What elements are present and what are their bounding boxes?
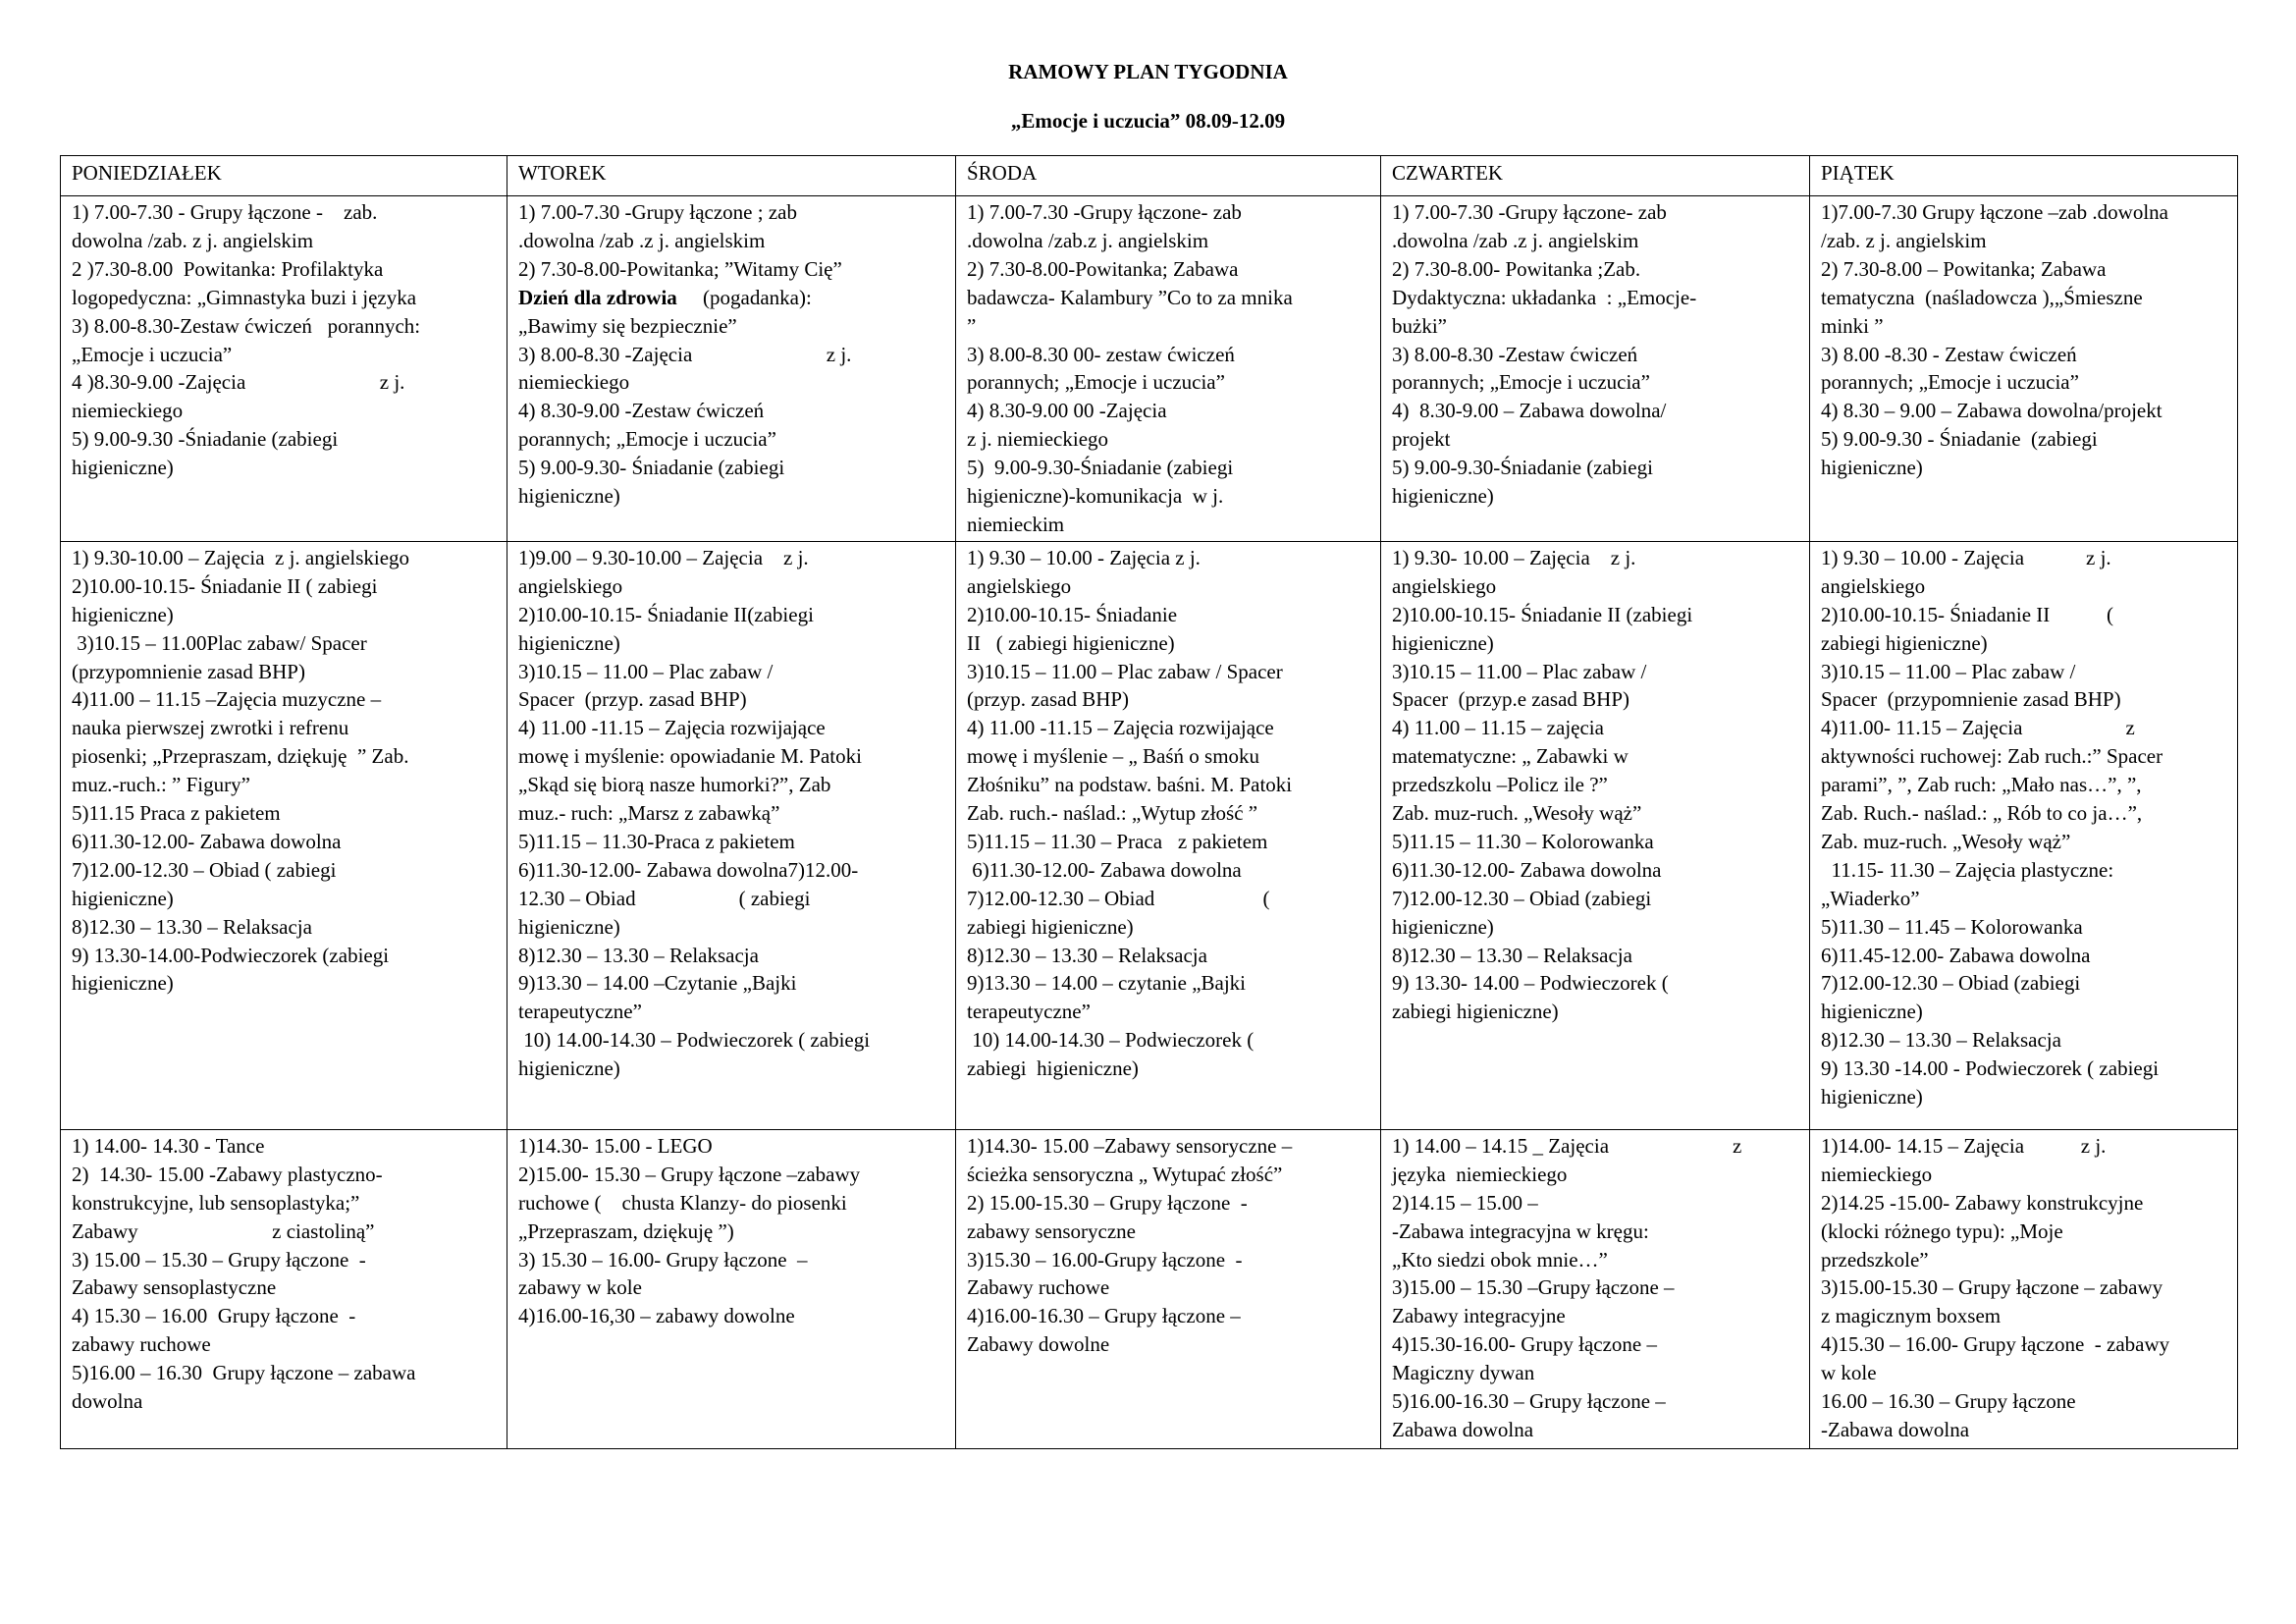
schedule-line: parami”, ”, Zab ruch: „Mało nas…”, ”,	[1821, 773, 2142, 797]
schedule-line: 7)12.00-12.30 – Obiad ( zabiegi	[72, 857, 337, 882]
schedule-line: terapeutyczne”	[967, 1000, 1091, 1024]
schedule-line: higieniczne)	[72, 602, 174, 626]
schedule-cell	[1381, 1129, 1810, 1448]
schedule-line: 1) 9.30-10.00 – Zajęcia z j. angielskiego	[72, 545, 410, 569]
weekly-plan-table	[60, 155, 2238, 1449]
schedule-line: 8)12.30 – 13.30 – Relaksacja	[967, 943, 1207, 967]
schedule-line: 1) 7.00-7.30 - Grupy łączone - zab.	[72, 200, 378, 224]
schedule-line: logopedyczna: „Gimnastyka buzi i języka	[72, 285, 417, 309]
schedule-line: -Zabawa integracyjna w kręgu:	[1392, 1218, 1649, 1243]
schedule-line: 1) 9.30 – 10.00 - Zajęcia z j.	[1821, 545, 2111, 569]
schedule-cell	[1381, 196, 1810, 542]
schedule-line: angielskiego	[1392, 573, 1497, 598]
schedule-line: higieniczne)	[1392, 484, 1494, 509]
schedule-line: zabawy sensoryczne	[967, 1218, 1136, 1243]
schedule-line: 3) 8.00-8.30 -Zestaw ćwiczeń	[1392, 342, 1638, 366]
schedule-cell	[61, 541, 507, 1129]
schedule-line: 5) 9.00-9.30 -Śniadanie (zabiegi	[72, 427, 339, 452]
schedule-line: zabiegi higieniczne)	[1392, 1000, 1559, 1024]
schedule-line: z magicznym boxsem	[1821, 1304, 2002, 1328]
schedule-line: zabiegi higieniczne)	[1821, 630, 1988, 655]
schedule-line: 2)10.00-10.15- Śniadanie II ( zabiegi	[72, 573, 378, 598]
schedule-line: zabawy w kole	[518, 1275, 642, 1300]
schedule-line: 3)10.15 – 11.00Plac zabaw/ Spacer	[72, 630, 367, 655]
schedule-line: angielskiego	[967, 573, 1072, 598]
schedule-line: 4)15.30 – 16.00- Grupy łączone - zabawy	[1821, 1332, 2170, 1357]
schedule-line: higieniczne)	[72, 886, 174, 910]
schedule-line: 3)10.15 – 11.00 – Plac zabaw /	[1821, 659, 2076, 683]
schedule-cell	[61, 1129, 507, 1448]
day-header-tuesday: WTOREK	[507, 156, 956, 196]
schedule-line: 9) 13.30 -14.00 - Podwieczorek ( zabiegi	[1821, 1056, 2160, 1081]
schedule-line: /zab. z j. angielskim	[1821, 228, 1987, 252]
schedule-line: 16.00 – 16.30 – Grupy łączone	[1821, 1389, 2076, 1414]
schedule-line: 4)11.00 – 11.15 –Zajęcia muzyczne –	[72, 687, 382, 712]
schedule-line: terapeutyczne”	[518, 1000, 642, 1024]
schedule-line: 5)11.30 – 11.45 – Kolorowanka	[1821, 914, 2083, 939]
schedule-line: -Zabawa dowolna	[1821, 1417, 1970, 1441]
header-row	[61, 156, 2238, 196]
schedule-line: 3)15.30 – 16.00-Grupy łączone -	[967, 1247, 1243, 1272]
schedule-line: 4) 15.30 – 16.00 Grupy łączone -	[72, 1304, 356, 1328]
schedule-line: 10) 14.00-14.30 – Podwieczorek ( zabiegi	[518, 1028, 871, 1053]
schedule-line: Zab. Ruch.- naślad.: „ Rób to co ja…”,	[1821, 801, 2143, 826]
schedule-line: Zabawa dowolna	[1392, 1417, 1534, 1441]
schedule-line: „Kto siedzi obok mnie…”	[1392, 1247, 1608, 1272]
schedule-line: 9) 13.30- 14.00 – Podwieczorek (	[1392, 971, 1669, 996]
schedule-cell	[507, 196, 956, 542]
schedule-line: porannych; „Emocje i uczucia”	[518, 427, 776, 452]
schedule-line: (przyp. zasad BHP)	[967, 687, 1130, 712]
schedule-line: 5)16.00-16.30 – Grupy łączone –	[1392, 1389, 1666, 1414]
schedule-line: projekt	[1392, 427, 1451, 452]
schedule-line: 2)10.00-10.15- Śniadanie	[967, 602, 1178, 626]
schedule-line: 1) 7.00-7.30 -Grupy łączone ; zab	[518, 200, 797, 224]
schedule-line: 8)12.30 – 13.30 – Relaksacja	[1821, 1028, 2061, 1053]
schedule-line: 5)11.15 Praca z pakietem	[72, 801, 281, 826]
schedule-line: 1) 9.30- 10.00 – Zajęcia z j.	[1392, 545, 1636, 569]
schedule-line: 8)12.30 – 13.30 – Relaksacja	[518, 943, 759, 967]
schedule-line: 3)10.15 – 11.00 – Plac zabaw /	[1392, 659, 1647, 683]
schedule-line: 2)14.25 -15.00- Zabawy konstrukcyjne	[1821, 1190, 2144, 1215]
schedule-line: 3) 8.00-8.30 -Zajęcia z j.	[518, 342, 852, 366]
schedule-line: 2) 14.30- 15.00 -Zabawy plastyczno-	[72, 1162, 383, 1186]
schedule-line: 4)11.00- 11.15 – Zajęcia z	[1821, 716, 2135, 740]
schedule-line: 2)15.00- 15.30 – Grupy łączone –zabawy	[518, 1162, 861, 1186]
schedule-line: higieniczne)-komunikacja w j.	[967, 484, 1224, 509]
schedule-line: Zabawy ruchowe	[967, 1275, 1110, 1300]
schedule-line: 2)14.15 – 15.00 –	[1392, 1190, 1538, 1215]
schedule-line: bużki”	[1392, 313, 1447, 338]
schedule-line: 5) 9.00-9.30-Śniadanie (zabiegi	[967, 456, 1234, 480]
schedule-line: Zab. ruch.- naślad.: „Wytup złość ”	[967, 801, 1258, 826]
schedule-cell	[61, 196, 507, 542]
schedule-line: „Przepraszam, dziękuję ”)	[518, 1218, 734, 1243]
schedule-line: 9)13.30 – 14.00 –Czytanie „Bajki	[518, 971, 797, 996]
schedule-line: Zabawy dowolne	[967, 1332, 1110, 1357]
schedule-line: muz.-ruch.: ” Figury”	[72, 773, 250, 797]
schedule-line: mowę i myślenie: opowiadanie M. Patoki	[518, 744, 862, 769]
schedule-line: Zabawy integracyjne	[1392, 1304, 1566, 1328]
schedule-line: tematyczna (naśladowcza ),„Śmieszne	[1821, 285, 2143, 309]
schedule-cell	[1381, 541, 1810, 1129]
schedule-line: 5)16.00 – 16.30 Grupy łączone – zabawa	[72, 1361, 416, 1385]
schedule-line: 5) 9.00-9.30 - Śniadanie (zabiegi	[1821, 427, 2098, 452]
schedule-line: 6)11.30-12.00- Zabawa dowolna	[967, 857, 1242, 882]
schedule-line: z j. niemieckiego	[967, 427, 1109, 452]
schedule-line: 1) 14.00- 14.30 - Tance	[72, 1133, 265, 1158]
schedule-line: 1)14.00- 14.15 – Zajęcia z j.	[1821, 1133, 2107, 1158]
schedule-line: angielskiego	[1821, 573, 1926, 598]
schedule-line: Dzień dla zdrowia (pogadanka):	[518, 285, 812, 309]
schedule-line: higieniczne)	[1392, 630, 1494, 655]
midday-row	[61, 541, 2238, 1129]
schedule-line: 1) 9.30 – 10.00 - Zajęcia z j.	[967, 545, 1201, 569]
schedule-line: 2) 7.30-8.00- Powitanka ;Zab.	[1392, 256, 1641, 281]
schedule-line: zabiegi higieniczne)	[967, 914, 1134, 939]
schedule-line: higieniczne)	[518, 484, 620, 509]
schedule-line: niemieckim	[967, 512, 1065, 536]
schedule-line: 11.15- 11.30 – Zajęcia plastyczne:	[1821, 857, 2114, 882]
schedule-line: Magiczny dywan	[1392, 1361, 1535, 1385]
document-title: RAMOWY PLAN TYGODNIA	[1008, 60, 1288, 83]
schedule-line: ścieżka sensoryczna „ Wytupać złość”	[967, 1162, 1283, 1186]
schedule-line: angielskiego	[518, 573, 623, 598]
schedule-line: aktywności ruchowej: Zab ruch.:” Spacer	[1821, 744, 2163, 769]
schedule-line: 4)16.00-16.30 – Grupy łączone –	[967, 1304, 1241, 1328]
schedule-line: higieniczne)	[518, 630, 620, 655]
schedule-line: 7)12.00-12.30 – Obiad (	[967, 886, 1270, 910]
schedule-line: higieniczne)	[72, 971, 174, 996]
schedule-line: Zabawy sensoplastyczne	[72, 1275, 277, 1300]
schedule-line: 2)10.00-10.15- Śniadanie II(zabiegi	[518, 602, 814, 626]
schedule-line: 2) 7.30-8.00-Powitanka; ”Witamy Cię”	[518, 256, 842, 281]
schedule-line: 1)7.00-7.30 Grupy łączone –zab .dowolna	[1821, 200, 2168, 224]
schedule-line: niemieckiego	[72, 399, 184, 423]
schedule-line: 2) 7.30-8.00 – Powitanka; Zabawa	[1821, 256, 2107, 281]
schedule-line: 1)9.00 – 9.30-10.00 – Zajęcia z j.	[518, 545, 809, 569]
schedule-line: piosenki; „Przepraszam, dziękuję ” Zab.	[72, 744, 409, 769]
schedule-line: 10) 14.00-14.30 – Podwieczorek (	[967, 1028, 1255, 1053]
schedule-cell	[507, 1129, 956, 1448]
schedule-line: 4) 8.30 – 9.00 – Zabawa dowolna/projekt	[1821, 399, 2163, 423]
schedule-line: 3) 15.00 – 15.30 – Grupy łączone -	[72, 1247, 366, 1272]
schedule-line: 1)14.30- 15.00 - LEGO	[518, 1133, 713, 1158]
schedule-line: 3) 8.00 -8.30 - Zestaw ćwiczeń	[1821, 342, 2077, 366]
schedule-line: nauka pierwszej zwrotki i refrenu	[72, 716, 349, 740]
schedule-line: higieniczne)	[518, 1056, 620, 1081]
schedule-line: konstrukcyjne, lub sensoplastyka;”	[72, 1190, 360, 1215]
schedule-line: 12.30 – Obiad ( zabiegi	[518, 886, 811, 910]
schedule-line: porannych; „Emocje i uczucia”	[967, 370, 1225, 395]
schedule-line: 1) 7.00-7.30 -Grupy łączone- zab	[1392, 200, 1667, 224]
schedule-line: „Skąd się biorą nasze humorki?”, Zab	[518, 773, 831, 797]
document-subtitle: „Emocje i uczucia” 08.09-12.09	[1010, 109, 1286, 133]
schedule-line: muz.- ruch: „Marsz z zabawką”	[518, 801, 780, 826]
schedule-line: „Bawimy się bezpiecznie”	[518, 313, 737, 338]
schedule-line: 5)11.15 – 11.30-Praca z pakietem	[518, 829, 795, 853]
schedule-line: 3) 8.00-8.30-Zestaw ćwiczeń porannych:	[72, 313, 421, 338]
schedule-cell	[956, 196, 1381, 542]
schedule-line: higieniczne)	[1821, 456, 1923, 480]
schedule-line: porannych; „Emocje i uczucia”	[1392, 370, 1650, 395]
schedule-line: 4) 8.30-9.00 – Zabawa dowolna/	[1392, 399, 1667, 423]
schedule-line: niemieckiego	[518, 370, 630, 395]
schedule-line: 4) 11.00 -11.15 – Zajęcia rozwijające	[518, 716, 826, 740]
schedule-line: 4) 8.30-9.00 -Zestaw ćwiczeń	[518, 399, 765, 423]
schedule-line: .dowolna /zab .z j. angielskim	[518, 228, 766, 252]
schedule-line: 4)15.30-16.00- Grupy łączone –	[1392, 1332, 1658, 1357]
day-header-thursday: CZWARTEK	[1381, 156, 1810, 196]
schedule-line: 3)15.00-15.30 – Grupy łączone – zabawy	[1821, 1275, 2163, 1300]
schedule-line: w kole	[1821, 1361, 1877, 1385]
day-header-monday: PONIEDZIAŁEK	[61, 156, 507, 196]
schedule-line: przedszkole”	[1821, 1247, 1929, 1272]
schedule-line: higieniczne)	[1821, 1000, 1923, 1024]
schedule-line: „Emocje i uczucia”	[72, 342, 233, 366]
schedule-line: 4) 11.00 – 11.15 – zajęcia	[1392, 716, 1604, 740]
schedule-line: 4) 11.00 -11.15 – Zajęcia rozwijające	[967, 716, 1274, 740]
schedule-line: ruchowe ( chusta Klanzy- do piosenki	[518, 1190, 847, 1215]
schedule-line: 6)11.45-12.00- Zabawa dowolna	[1821, 943, 2091, 967]
schedule-line: Zab. muz-ruch. „Wesoły wąż”	[1821, 829, 2071, 853]
schedule-line: dowolna /zab. z j. angielskim	[72, 228, 314, 252]
schedule-cell	[1810, 196, 2238, 542]
schedule-line: 6)11.30-12.00- Zabawa dowolna7)12.00-	[518, 857, 859, 882]
schedule-line: Zab. muz-ruch. „Wesoły wąż”	[1392, 801, 1642, 826]
schedule-line: (przypomnienie zasad BHP)	[72, 659, 305, 683]
schedule-cell	[1810, 1129, 2238, 1448]
schedule-line: Dydaktyczna: układanka : „Emocje-	[1392, 285, 1697, 309]
schedule-line: porannych; „Emocje i uczucia”	[1821, 370, 2079, 395]
day-header-friday: PIĄTEK	[1810, 156, 2238, 196]
schedule-line: dowolna	[72, 1389, 143, 1414]
schedule-line: 4) 8.30-9.00 00 -Zajęcia	[967, 399, 1167, 423]
schedule-line: 2) 7.30-8.00-Powitanka; Zabawa	[967, 256, 1239, 281]
schedule-line: zabawy ruchowe	[72, 1332, 211, 1357]
schedule-line: mowę i myślenie – „ Baśń o smoku	[967, 744, 1260, 769]
schedule-line: 5)11.15 – 11.30 – Praca z pakietem	[967, 829, 1268, 853]
schedule-line: Spacer (przyp. zasad BHP)	[518, 687, 747, 712]
schedule-line: 4 )8.30-9.00 -Zajęcia z j.	[72, 370, 405, 395]
schedule-line: niemieckiego	[1821, 1162, 1933, 1186]
schedule-line: 5)11.15 – 11.30 – Kolorowanka	[1392, 829, 1654, 853]
schedule-line: języka niemieckiego	[1392, 1162, 1568, 1186]
afternoon-row	[61, 1129, 2238, 1448]
schedule-line: 2 )7.30-8.00 Powitanka: Profilaktyka	[72, 256, 384, 281]
schedule-line: 8)12.30 – 13.30 – Relaksacja	[72, 914, 312, 939]
schedule-line: ”	[967, 313, 977, 338]
schedule-line: 3) 8.00-8.30 00- zestaw ćwiczeń	[967, 342, 1235, 366]
schedule-line: minki ”	[1821, 313, 1884, 338]
schedule-line: 5) 9.00-9.30- Śniadanie (zabiegi	[518, 456, 785, 480]
schedule-line: badawcza- Kalambury ”Co to za mnika	[967, 285, 1293, 309]
schedule-line: Spacer (przyp.e zasad BHP)	[1392, 687, 1629, 712]
schedule-line: 6)11.30-12.00- Zabawa dowolna	[1392, 857, 1662, 882]
schedule-line: 2) 15.00-15.30 – Grupy łączone -	[967, 1190, 1248, 1215]
schedule-line: zabiegi higieniczne)	[967, 1056, 1139, 1081]
schedule-line: Złośniku” na podstaw. baśni. M. Patoki	[967, 773, 1293, 797]
schedule-line: higieniczne)	[72, 456, 174, 480]
morning-row	[61, 196, 2238, 542]
schedule-line: przedszkolu –Policz ile ?”	[1392, 773, 1608, 797]
schedule-line: matematyczne: „ Zabawki w	[1392, 744, 1629, 769]
schedule-line: 5) 9.00-9.30-Śniadanie (zabiegi	[1392, 456, 1653, 480]
schedule-line: 3)15.00 – 15.30 –Grupy łączone –	[1392, 1275, 1675, 1300]
schedule-line: II ( zabiegi higieniczne)	[967, 630, 1175, 655]
schedule-line: .dowolna /zab .z j. angielskim	[1392, 228, 1639, 252]
schedule-line: 1)14.30- 15.00 –Zabawy sensoryczne –	[967, 1133, 1293, 1158]
schedule-line: higieniczne)	[1392, 914, 1494, 939]
schedule-line: 3) 15.30 – 16.00- Grupy łączone –	[518, 1247, 808, 1272]
schedule-line: 2)10.00-10.15- Śniadanie II (zabiegi	[1392, 602, 1693, 626]
schedule-line: 1) 14.00 – 14.15 _ Zajęcia z	[1392, 1133, 1742, 1158]
schedule-cell	[956, 541, 1381, 1129]
schedule-line: Spacer (przypomnienie zasad BHP)	[1821, 687, 2121, 712]
schedule-line: (klocki różnego typu): „Moje	[1821, 1218, 2063, 1243]
schedule-line: 2)10.00-10.15- Śniadanie II (	[1821, 602, 2114, 626]
schedule-cell	[507, 541, 956, 1129]
schedule-line: „Wiaderko”	[1821, 886, 1920, 910]
schedule-line: .dowolna /zab.z j. angielskim	[967, 228, 1209, 252]
schedule-line: 3)10.15 – 11.00 – Plac zabaw /	[518, 659, 774, 683]
schedule-line: higieniczne)	[518, 914, 620, 939]
schedule-line: 7)12.00-12.30 – Obiad (zabiegi	[1821, 971, 2081, 996]
schedule-line: 1) 7.00-7.30 -Grupy łączone- zab	[967, 200, 1242, 224]
schedule-cell	[956, 1129, 1381, 1448]
schedule-line: 8)12.30 – 13.30 – Relaksacja	[1392, 943, 1632, 967]
schedule-line: 9)13.30 – 14.00 – czytanie „Bajki	[967, 971, 1247, 996]
day-header-wednesday: ŚRODA	[956, 156, 1381, 196]
schedule-cell	[1810, 541, 2238, 1129]
schedule-line: 3)10.15 – 11.00 – Plac zabaw / Spacer	[967, 659, 1283, 683]
schedule-line: 6)11.30-12.00- Zabawa dowolna	[72, 829, 342, 853]
schedule-line: Zabawy z ciastoliną”	[72, 1218, 375, 1243]
schedule-line: higieniczne)	[1821, 1085, 1923, 1110]
schedule-line: 9) 13.30-14.00-Podwieczorek (zabiegi	[72, 943, 390, 967]
schedule-line: 4)16.00-16,30 – zabawy dowolne	[518, 1304, 795, 1328]
schedule-line: 7)12.00-12.30 – Obiad (zabiegi	[1392, 886, 1652, 910]
